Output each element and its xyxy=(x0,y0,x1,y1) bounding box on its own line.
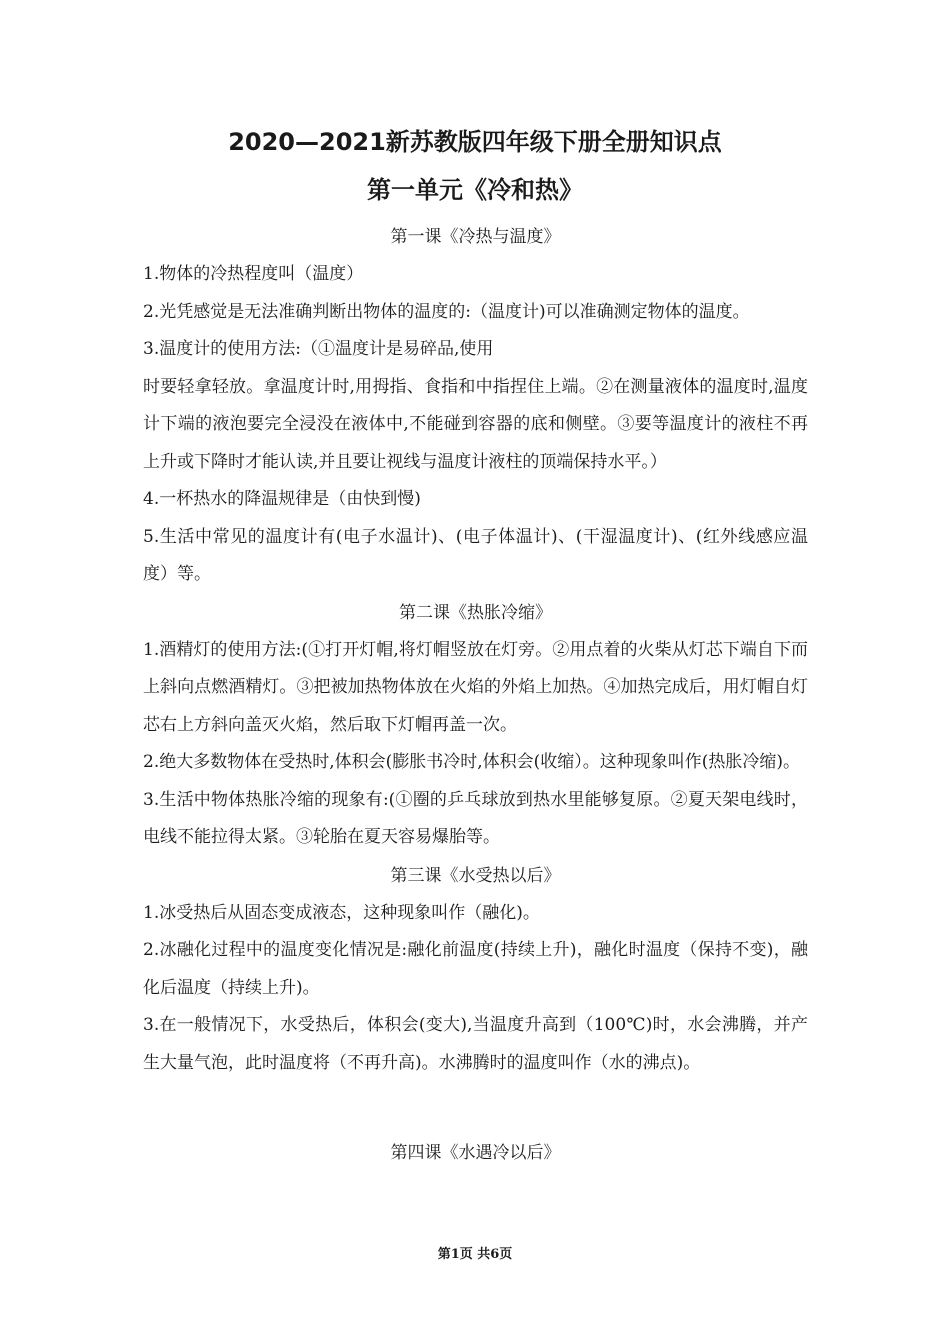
lesson-heading: 第一课《冷热与温度》 xyxy=(390,227,561,247)
lesson-item: 3.温度计的使用方法:（①温度计是易碎品,使用 xyxy=(143,339,494,359)
lesson-item: 3.生活中物体热胀冷缩的现象有:(①圈的乒乓球放到热水里能够复原。②夏天架电线时，电线不能拉得太紧。③轮胎在夏天容易爆胎等。 xyxy=(143,789,808,847)
lesson-item: 2.冰融化过程中的温度变化情况是:融化前温度(持续上升)，融化时温度（保持不变)，融化后温度（持续上升)。 xyxy=(143,940,808,998)
lesson-item: 3.在一般情况下，水受热后，体积会(变大),当温度升高到（100℃)时，水会沸腾，并产生大量气泡，此时温度将（不再升高)。水沸腾时的温度叫作（水的沸点)。 xyxy=(143,1015,808,1073)
page-footer: 第1页 共6页 xyxy=(437,1247,513,1262)
lesson-item: 1.物体的冷热程度叫（温度） xyxy=(143,264,364,284)
section-spacer xyxy=(143,1082,808,1134)
document-title: 2020—2021新苏教版四年级下册全册知识点 xyxy=(228,128,722,156)
lesson-item: 1.冰受热后从固态变成液态，这种现象叫作（融化)。 xyxy=(143,902,540,923)
lesson-item: 2.光凭感觉是无法准确判断出物体的温度的:（温度计)可以准确测定物体的温度。 xyxy=(143,301,750,322)
lesson-item: 时要轻拿轻放。拿温度计时,用拇指、食指和中指捏住上端。②在测量液体的温度时,温度计下端的液泡要完全浸没在液体中,不能碰到容器的底和侧壁。③要等温度计的液柱不再上升或下降时才能认读,并且要让视线与温度计液柱的顶端保持水平。） xyxy=(143,376,808,472)
document-body xyxy=(143,218,808,1172)
lesson-heading: 第四课《水遇冷以后》 xyxy=(390,1143,561,1163)
lesson-item: 4.一杯热水的降温规律是（由快到慢) xyxy=(143,489,421,509)
lesson-heading: 第三课《水受热以后》 xyxy=(390,865,561,886)
lesson-item: 2.绝大多数物体在受热时,体积会(膨胀书冷时,体积会(收缩）。这种现象叫作(热胀冷缩)。 xyxy=(143,752,801,772)
lesson-item: 1.酒精灯的使用方法:(①打开灯帽,将灯帽竖放在灯旁。②用点着的火柴从灯芯下端自下而上斜向点燃酒精灯。③把被加热物体放在火焰的外焰上加热。④加热完成后，用灯帽自灯芯右上方斜向盖灭火焰，然后取下灯帽再盖一次。 xyxy=(143,639,808,735)
lesson-heading: 第二课《热胀冷缩》 xyxy=(399,602,552,623)
lesson-item: 5.生活中常见的温度计有(电子水温计)、(电子体温计)、(干湿温度计)、(红外线感应温度）等。 xyxy=(143,526,808,584)
unit-title: 第一单元《冷和热》 xyxy=(367,176,583,204)
